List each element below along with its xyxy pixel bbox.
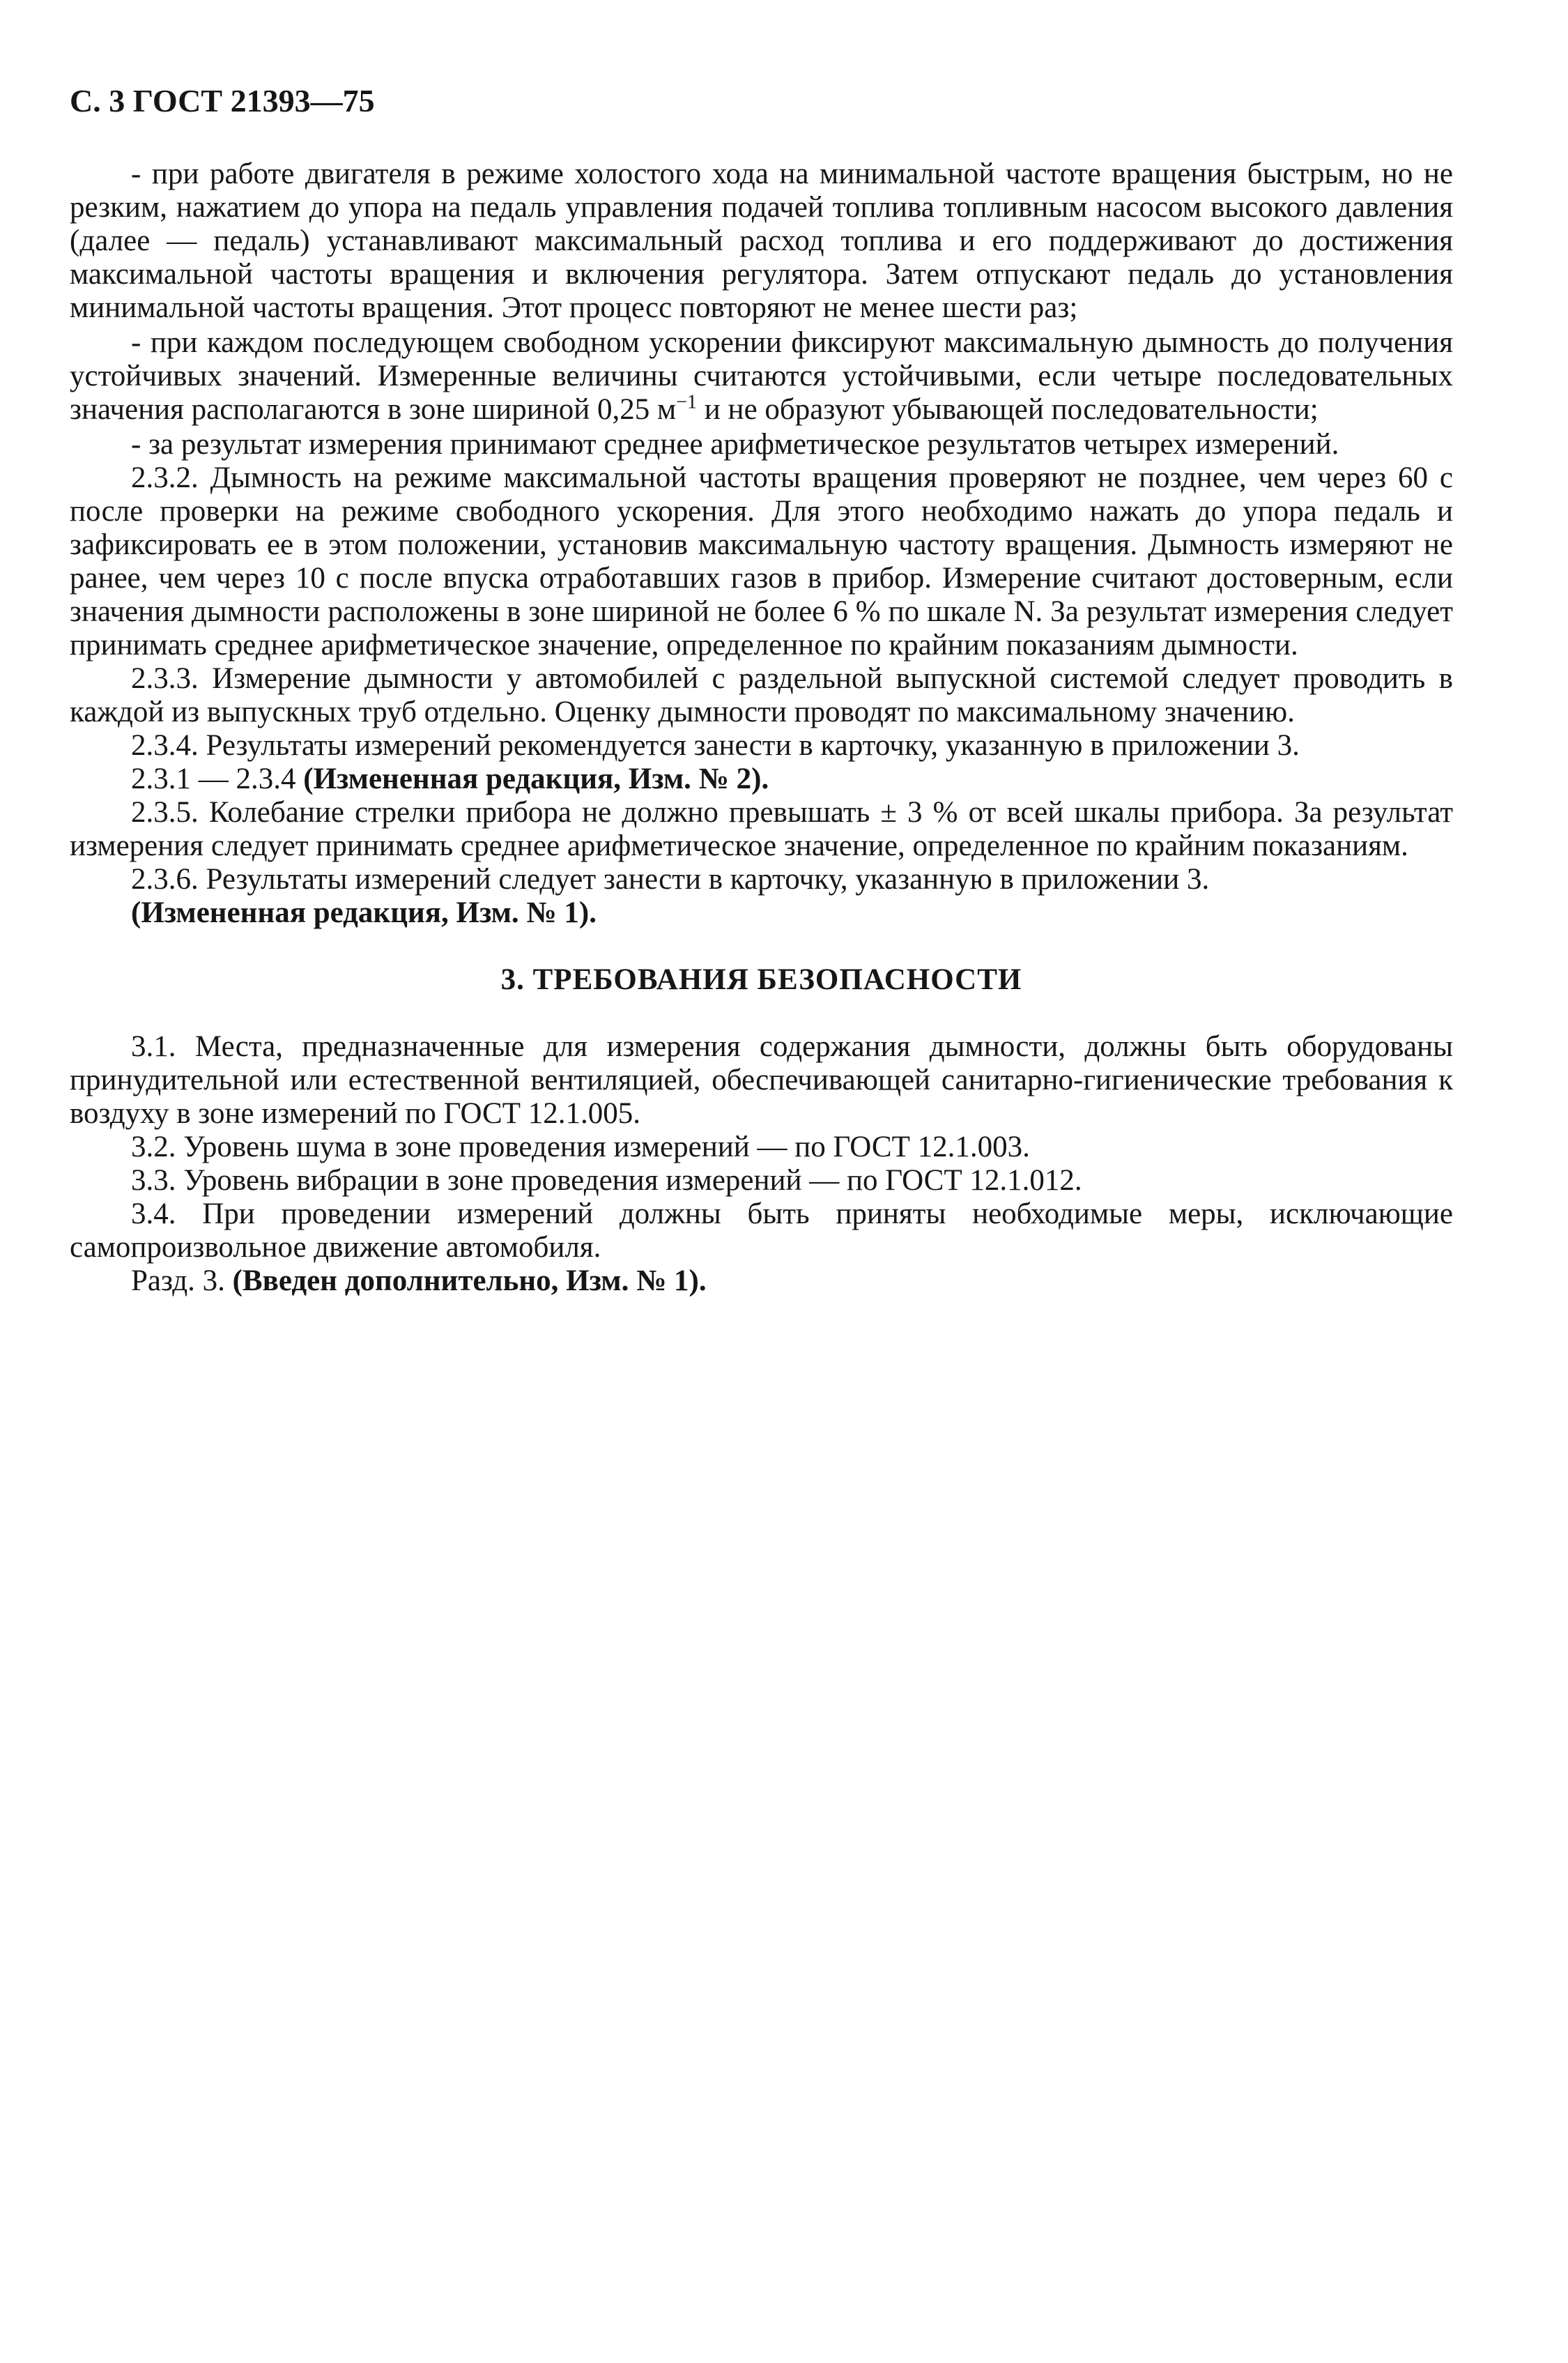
- paragraph-max-smoke: [70, 326, 1453, 427]
- paragraph-2-3-2: 2.3.2. Дымность на режиме максимальной частоты вращения проверяют не позднее, чем через 60 с после проверки на режиме свободного ускорения. Для этого необходимо нажать до упора педаль и зафиксировать ее в этом положении, установив максимальную частоту вращения. Дымность измеряют не ранее, чем через 10 с после впуска отработавших газов в прибор. Измерение считают достоверным, если значения дымности расположены в зоне шириной не более 6 % по шкале N. За результат измерения следует принимать среднее арифметическое значение, определенное по крайним показаниям дымности.: [70, 461, 1453, 662]
- paragraph-max-smoke-text: - при каждом последующем свободном ускорении фиксируют максимальную дымность до получения устойчивых значений. Измеренные величины считаются устойчивыми, если четыре последовательных значения располагаются в зоне шириной 0,25 м: [70, 326, 1453, 426]
- section-note-label: Разд. 3.: [131, 1264, 233, 1297]
- paragraph-2-3-3: 2.3.3. Измерение дымности у автомобилей с раздельной выпускной системой следует проводить в каждой из выпускных труб отдельно. Оценку дымности проводят по максимальному значению.: [70, 662, 1453, 728]
- section-note-amendment: (Введен дополнительно, Изм. № 1).: [232, 1264, 707, 1297]
- amendment-note-2: (Измененная редакция, Изм. № 2).: [303, 763, 769, 795]
- paragraph-amendment-2: [70, 763, 1453, 796]
- paragraph-3-1: 3.1. Места, предназначенные для измерения содержания дымности, должны быть оборудованы принудительной или естественной вентиляцией, обеспечивающей санитарно-гигиенические требования к воздуху в зоне измерений по ГОСТ 12.1.005.: [70, 1030, 1453, 1130]
- paragraph-2-3-6: 2.3.6. Результаты измерений следует занести в карточку, указанную в приложении 3.: [131, 863, 1210, 896]
- paragraph-2-3-4: 2.3.4. Результаты измерений рекомендуется занести в карточку, указанную в приложении 3.: [131, 729, 1300, 762]
- section-title-safety: 3. ТРЕБОВАНИЯ БЕЗОПАСНОСТИ: [500, 963, 1022, 996]
- amendment-range: 2.3.1 — 2.3.4: [131, 763, 304, 795]
- page-header: С. 3 ГОСТ 21393—75: [70, 83, 375, 118]
- paragraph-result-average: - за результат измерения принимают среднее арифметическое результатов четырех измерений.: [131, 428, 1339, 461]
- paragraph-3-4: 3.4. При проведении измерений должны быть приняты необходимые меры, исключающие самопроизвольное движение автомобиля.: [70, 1198, 1453, 1264]
- paragraph-2-3-5: 2.3.5. Колебание стрелки прибора не должно превышать ± 3 % от всей шкалы прибора. За результат измерения следует принимать среднее арифметическое значение, определенное по крайним показаниям.: [70, 796, 1453, 862]
- document-page: [70, 84, 1453, 1298]
- paragraph-idle-acceleration: - при работе двигателя в режиме холостого хода на минимальной частоте вращения быстрым, но не резким, нажатием до упора на педаль управления подачей топлива топливным насосом высокого давления (далее — педаль) устанавливают максимальный расход топлива и его поддерживают до достижения максимальной частоты вращения и включения регулятора. Затем отпускают педаль до установления минимальной частоты вращения. Этот процесс повторяют не менее шести раз;: [70, 158, 1453, 324]
- paragraph-3-2: 3.2. Уровень шума в зоне проведения измерений — по ГОСТ 12.1.003.: [131, 1131, 1030, 1163]
- paragraph-3-3: 3.3. Уровень вибрации в зоне проведения измерений — по ГОСТ 12.1.012.: [131, 1164, 1082, 1197]
- paragraph-max-smoke-text-end: и не образуют убывающей последовательности;: [697, 393, 1319, 426]
- unit-exponent: −1: [676, 391, 698, 413]
- paragraph-amendment-1: (Измененная редакция, Изм. № 1).: [131, 896, 597, 929]
- paragraph-section-note: [70, 1264, 1453, 1298]
